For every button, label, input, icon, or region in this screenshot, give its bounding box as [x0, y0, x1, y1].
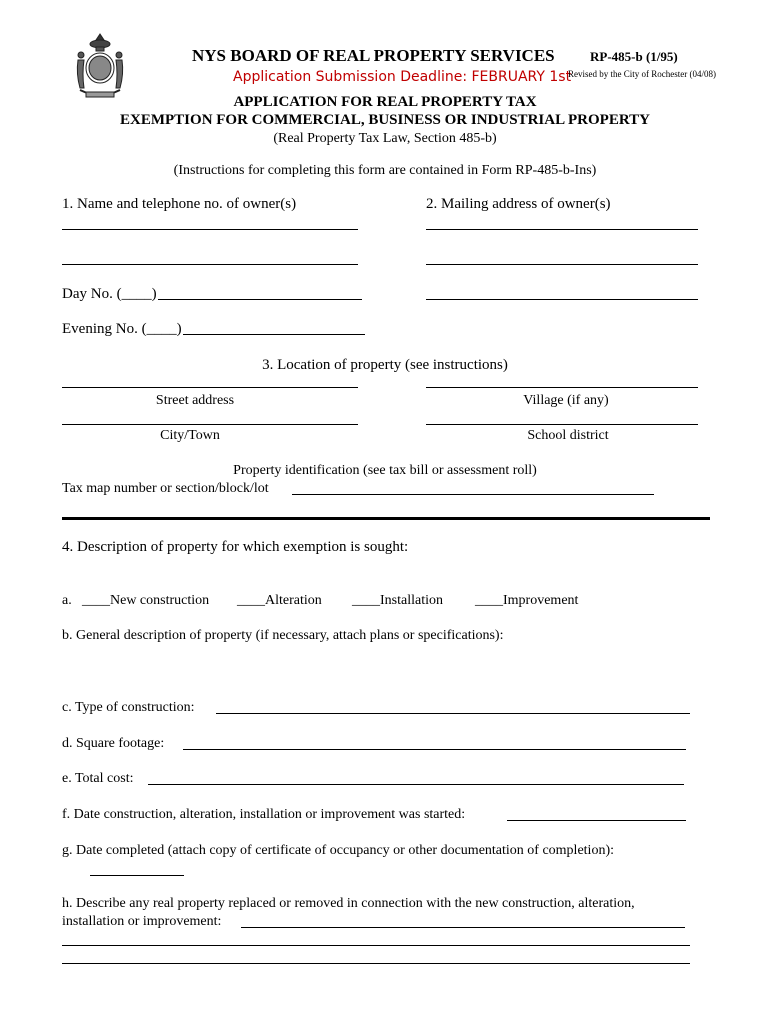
form-code: RP-485-b (1/95): [590, 49, 678, 64]
instructions-note: (Instructions for completing this form are contained in Form RP-485-b-Ins): [173, 163, 597, 178]
start-date-label: f. Date construction, alteration, installation or improvement was started:: [62, 807, 466, 822]
owner-name-field-2[interactable]: [62, 264, 358, 265]
evening-phone-field[interactable]: [183, 334, 365, 335]
general-description-label: b. General description of property (if necessary, attach plans or specifications):: [62, 628, 504, 643]
replaced-property-field-2[interactable]: [62, 945, 690, 946]
school-district-caption: School district: [527, 428, 609, 443]
street-address-caption: Street address: [155, 393, 235, 408]
village-field[interactable]: [426, 387, 698, 388]
form-title-line1: APPLICATION FOR REAL PROPERTY TAX: [233, 94, 537, 110]
mailing-address-field-2[interactable]: [426, 264, 698, 265]
improvement-option[interactable]: ____Improvement: [475, 593, 579, 608]
square-footage-field[interactable]: [183, 749, 686, 750]
construction-type-label: c. Type of construction:: [62, 700, 195, 715]
alteration-option[interactable]: ____Alteration: [237, 593, 322, 608]
construction-type-field[interactable]: [216, 713, 690, 714]
revised-note: Revised by the City of Rochester (04/08): [568, 69, 716, 79]
day-phone-label: Day No. (____): [62, 286, 157, 302]
owner-name-label: 1. Name and telephone no. of owner(s): [62, 196, 297, 212]
mailing-address-label: 2. Mailing address of owner(s): [426, 196, 611, 212]
new-construction-option[interactable]: ____New construction: [82, 593, 210, 608]
mailing-address-field-1[interactable]: [426, 229, 698, 230]
day-phone-field[interactable]: [158, 299, 362, 300]
form-title-line2: EXEMPTION FOR COMMERCIAL, BUSINESS OR INDUSTRIAL PROPERTY: [120, 112, 650, 128]
section-divider: [62, 517, 710, 520]
owner-name-field-1[interactable]: [62, 229, 358, 230]
description-label: 4. Description of property for which exemption is sought:: [62, 539, 409, 555]
mailing-address-field-3[interactable]: [426, 299, 698, 300]
completion-date-field[interactable]: [90, 875, 184, 876]
school-district-field[interactable]: [426, 424, 698, 425]
option-prefix-a: a.: [62, 593, 72, 608]
installation-option[interactable]: ____Installation: [352, 593, 443, 608]
street-address-field[interactable]: [62, 387, 358, 388]
city-town-caption: City/Town: [160, 428, 220, 443]
replaced-property-label-2: installation or improvement:: [62, 914, 222, 929]
village-caption: Village (if any): [523, 393, 609, 408]
replaced-property-label: h. Describe any real property replaced or removed in connection with the new construction, alteration,: [62, 896, 635, 911]
city-town-field[interactable]: [62, 424, 358, 425]
deadline-notice: Application Submission Deadline: FEBRUARY 1st: [233, 69, 572, 85]
start-date-field[interactable]: [507, 820, 686, 821]
nys-seal-icon: [72, 30, 128, 102]
law-reference: (Real Property Tax Law, Section 485-b): [273, 131, 497, 146]
replaced-property-field-3[interactable]: [62, 963, 690, 964]
agency-title: NYS BOARD OF REAL PROPERTY SERVICES: [192, 46, 555, 65]
total-cost-label: e. Total cost:: [62, 771, 134, 786]
square-footage-label: d. Square footage:: [62, 736, 165, 751]
tax-map-label: Tax map number or section/block/lot: [62, 481, 269, 496]
tax-map-field[interactable]: [292, 494, 654, 495]
completion-date-label: g. Date completed (attach copy of certificate of occupancy or other documentation of completion):: [62, 843, 614, 858]
location-label: 3. Location of property (see instructions): [262, 357, 508, 373]
property-id-label: Property identification (see tax bill or assessment roll): [233, 463, 537, 478]
total-cost-field[interactable]: [148, 784, 684, 785]
evening-phone-label: Evening No. (____): [62, 321, 182, 337]
replaced-property-field-1[interactable]: [241, 927, 685, 928]
